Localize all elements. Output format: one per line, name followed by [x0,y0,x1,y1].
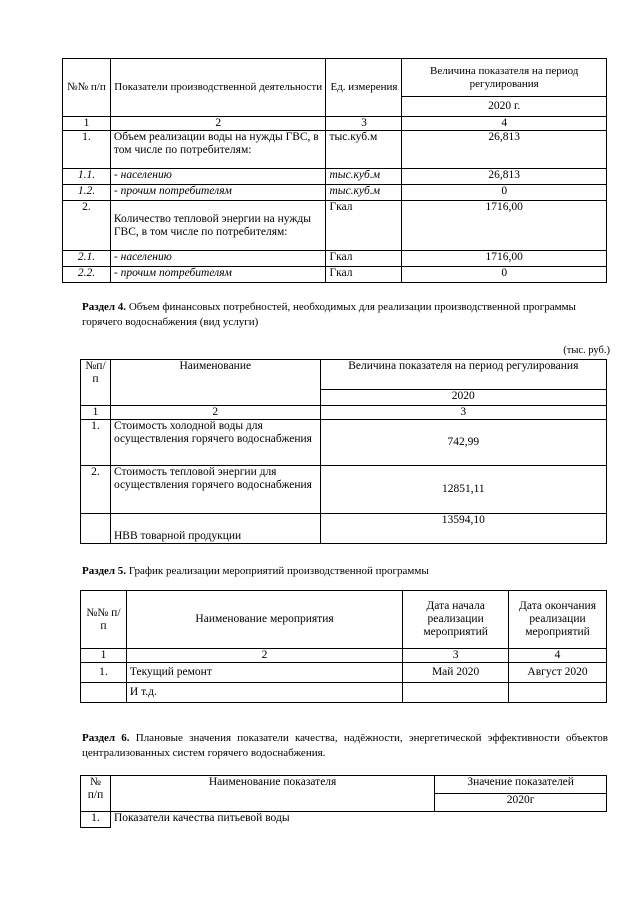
row-num: 2. [63,201,111,251]
table-row [81,683,607,703]
table-row [81,420,607,466]
table-row [81,514,607,544]
row-value: 1716,00 [402,201,607,251]
row-num: 2.1. [63,251,111,267]
row-value: 742,99 [320,420,606,466]
row-unit: тыс.куб.м [326,131,402,169]
row-value: 26,813 [402,131,607,169]
table-row [63,185,607,201]
header-value: Величина показателя на период регулирования [320,360,606,390]
row-name: - населению [110,169,326,185]
header-value: Величина показателя на период регулирования [402,59,607,97]
header-num: №№ п/п [81,591,127,649]
colnum: 1 [81,649,127,663]
header-num: № п/п [81,776,111,812]
table-row [81,812,607,828]
row-num [81,683,127,703]
row-value: 1716,00 [402,251,607,267]
row-name: Стоимость тепловой энергии для осуществления горячего водоснабжения [110,466,320,514]
row-name: Объем реализации воды на нужды ГВС, в том числе по потребителям: [110,131,326,169]
section-4-text: Объем финансовых потребностей, необходимых для реализации производственной программы горячего водоснабжения (вид услуги) [82,301,576,328]
table-row [63,201,607,251]
colnum: 2 [110,117,326,131]
row-value: 0 [402,185,607,201]
finance-table [80,359,607,544]
row-name: НВВ товарной продукции [110,514,320,544]
header-start: Дата начала реализации мероприятий [403,591,509,649]
row-start: Май 2020 [403,663,509,683]
row-value: 13594,10 [320,514,606,544]
table-row [81,663,607,683]
row-value: 26,813 [402,169,607,185]
row-num: 1. [81,663,127,683]
row-start [403,683,509,703]
header-num: №№ п/п [63,59,111,117]
table-row [81,466,607,514]
row-unit: Гкал [326,267,402,283]
row-name: Количество тепловой энергии на нужды ГВС, в том числе по потребителям: [110,201,326,251]
table-row [63,169,607,185]
header-num: №п/ п [81,360,111,406]
row-num: 1.1. [63,169,111,185]
section-6-label: Раздел 6. [82,732,130,744]
row-unit: Гкал [326,201,402,251]
section-5-heading [82,564,608,579]
colnum: 2 [126,649,402,663]
row-value: 0 [402,267,607,283]
header-year: 2020 г. [402,97,607,117]
row-name: - населению [110,251,326,267]
header-name: Наименование мероприятия [126,591,402,649]
table-row [63,251,607,267]
quality-table [80,775,607,828]
table-row [63,131,607,169]
section-6-heading [82,731,608,761]
row-num: 1. [81,812,111,828]
row-num: 1. [63,131,111,169]
row-end: Август 2020 [509,663,607,683]
colnum: 3 [403,649,509,663]
row-num: 1. [81,420,111,466]
row-num [81,514,111,544]
colnum: 1 [81,406,111,420]
header-name: Наименование показателя [110,776,434,812]
table-row [63,267,607,283]
header-end: Дата окончания реализации мероприятий [509,591,607,649]
header-value: Значение показателей [435,776,607,794]
row-num: 2. [81,466,111,514]
section-5-label: Раздел 5. [82,565,127,577]
header-year: 2020 [320,390,606,406]
row-unit: Гкал [326,251,402,267]
row-num: 2.2. [63,267,111,283]
production-table [62,58,607,283]
colnum: 1 [63,117,111,131]
colnum: 3 [326,117,402,131]
row-unit: тыс.куб.м [326,169,402,185]
section-6-text: Плановые значения показатели качества, надёжности, энергетической эффективности объектов централизованных систем горячего водоснабжения. [82,732,608,759]
row-unit: тыс.куб.м [326,185,402,201]
row-end [509,683,607,703]
section-4-label: Раздел 4. [82,301,127,313]
row-name: И т.д. [126,683,402,703]
colnum: 2 [110,406,320,420]
header-year: 2020г [435,794,607,812]
section-4-heading [82,300,608,330]
row-name: - прочим потребителям [110,267,326,283]
row-num: 1.2. [63,185,111,201]
colnum: 3 [320,406,606,420]
row-name: Показатели качества питьевой воды [110,812,606,828]
colnum: 4 [509,649,607,663]
row-name: Стоимость холодной воды для осуществления горячего водоснабжения [110,420,320,466]
unit-note: (тыс. руб.) [563,345,610,356]
row-value: 12851,11 [320,466,606,514]
section-5-text: График реализации мероприятий производственной программы [128,565,429,577]
header-unit: Ед. измерения [326,59,402,117]
row-name: Текущий ремонт [126,663,402,683]
header-indicator: Показатели производственной деятельности [110,59,326,117]
header-name: Наименование [110,360,320,406]
colnum: 4 [402,117,607,131]
schedule-table [80,590,607,703]
row-name: - прочим потребителям [110,185,326,201]
